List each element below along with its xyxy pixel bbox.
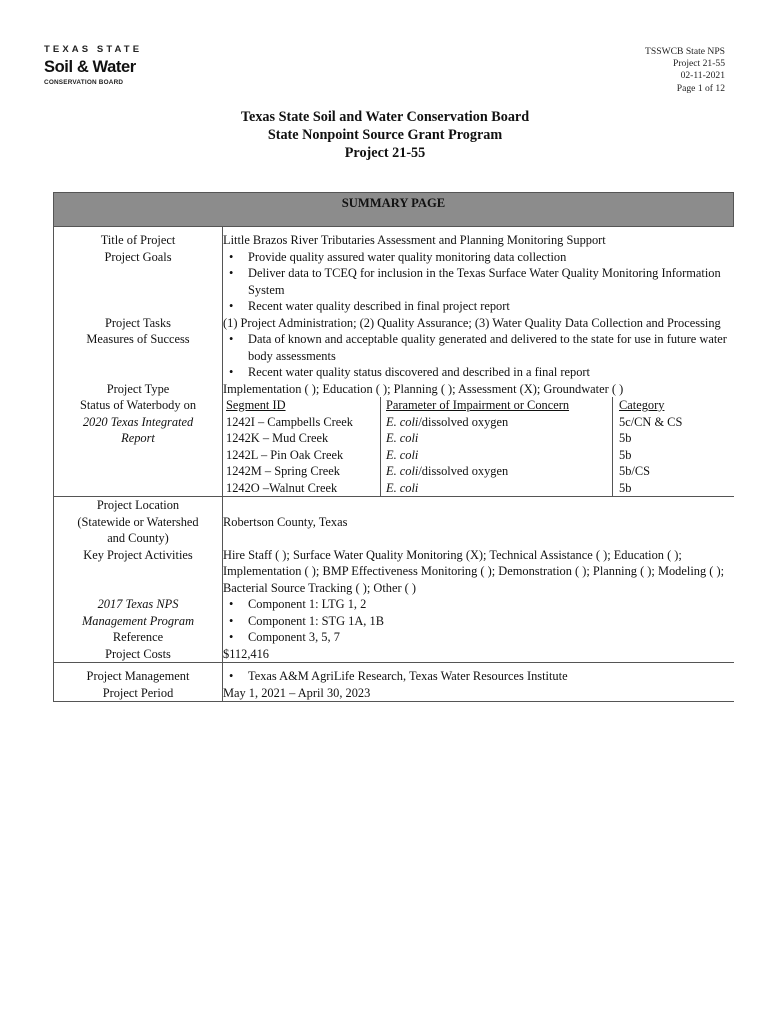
wb-segment: 1242K – Mud Creek xyxy=(226,430,381,447)
wb-param-rest: /dissolved oxygen xyxy=(418,414,509,429)
label-tasks: Project Tasks xyxy=(54,315,223,332)
management-list xyxy=(223,668,734,685)
label-location-line: Project Location xyxy=(96,498,180,512)
value-location: Robertson County, Texas xyxy=(223,497,734,547)
table-row xyxy=(226,430,734,447)
title-board: Texas State Soil and Water Conservation Board xyxy=(240,109,530,125)
value-type: Implementation ( ); Education ( ); Planning ( ); Assessment (X); Groundwater ( ) xyxy=(223,381,624,396)
wb-param: E. coli xyxy=(386,414,419,429)
wb-segment: 1242O –Walnut Creek xyxy=(226,480,381,497)
list-item: • Component 1: LTG 1, 2 xyxy=(223,596,734,613)
wb-param: E. coli xyxy=(386,480,419,495)
waterbody-table xyxy=(226,397,734,496)
goals-list xyxy=(223,249,734,315)
list-item: • Provide quality assured water quality monitoring data collection xyxy=(223,249,734,266)
document-header xyxy=(645,46,725,95)
summary-table xyxy=(53,192,734,702)
header-page: Page 1 of 12 xyxy=(676,82,725,94)
label-status xyxy=(54,397,223,497)
wb-header-parameter: Parameter of Impairment or Concern xyxy=(381,397,613,414)
label-activities: Key Project Activities xyxy=(54,547,223,597)
label-period: Project Period xyxy=(54,685,223,702)
value-period: May 1, 2021 – April 30, 2023 xyxy=(223,685,371,700)
wb-header-segment: Segment ID xyxy=(226,397,381,414)
summary-heading: SUMMARY PAGE xyxy=(54,193,734,227)
label-management: Project Management xyxy=(54,668,223,685)
label-costs: Project Costs xyxy=(54,646,223,663)
label-location-line: (Statewide or Watershed xyxy=(77,514,199,529)
label-location-line: and County) xyxy=(107,531,169,545)
board-logo xyxy=(44,44,144,86)
list-item: • Recent water quality status discovered and described in a final report xyxy=(223,364,734,381)
label-location xyxy=(54,497,223,547)
label-nps-line: 2017 Texas NPS xyxy=(97,597,179,611)
label-status-line: 2020 Texas Integrated xyxy=(82,414,194,429)
label-nps-line: Management Program xyxy=(81,613,195,628)
wb-header-category: Category xyxy=(619,398,665,412)
header-program: TSSWCB State NPS xyxy=(645,46,725,57)
table-row xyxy=(226,414,734,431)
value-tasks: (1) Project Administration; (2) Quality Assurance; (3) Water Quality Data Collection and Processing xyxy=(223,315,721,330)
value-activities: Hire Staff ( ); Surface Water Quality Monitoring (X); Technical Assistance ( ); Education ( ); Implementation ( ); BMP Effectiveness Monitoring ( ); Demonstration ( ); Planning ( ); Modeling ( ); Bacterial Source Tracking ( ); Other ( ) xyxy=(223,547,725,595)
list-item: • Deliver data to TCEQ for inclusion in the Texas Surface Water Quality Monitoring Information System xyxy=(223,265,734,298)
wb-segment: 1242L – Pin Oak Creek xyxy=(226,447,381,464)
logo-line-soil-water: Soil & Water xyxy=(44,58,136,76)
wb-param: E. coli xyxy=(386,447,419,462)
nps-list xyxy=(223,596,734,646)
wb-param-rest: /dissolved oxygen xyxy=(418,464,509,478)
logo-line-texas-state: TEXAS STATE xyxy=(44,44,143,55)
document-title xyxy=(0,108,770,162)
wb-category: 5b/CS xyxy=(619,464,650,478)
wb-category: 5b xyxy=(619,447,632,462)
label-nps-line: Reference xyxy=(112,630,164,644)
label-status-line: Report xyxy=(121,431,155,445)
list-item: • Texas A&M AgriLife Research, Texas Water Resources Institute xyxy=(223,668,734,685)
value-costs: $112,416 xyxy=(223,646,270,661)
title-program: State Nonpoint Source Grant Program xyxy=(267,127,503,143)
title-project: Project 21-55 xyxy=(344,145,426,161)
measures-list xyxy=(223,331,734,381)
label-title: Title of Project xyxy=(54,232,223,249)
list-item: • Component 1: STG 1A, 1B xyxy=(223,613,734,630)
wb-category: 5b xyxy=(619,480,632,495)
header-date: 02-11-2021 xyxy=(680,70,725,82)
wb-param: E. coli xyxy=(386,464,419,478)
label-goals: Project Goals xyxy=(54,249,223,315)
label-type: Project Type xyxy=(54,381,223,398)
label-measures: Measures of Success xyxy=(54,331,223,381)
list-item: • Data of known and acceptable quality generated and delivered to the state for use in future water body assessments xyxy=(223,331,734,364)
table-row xyxy=(226,447,734,464)
wb-category: 5c/CN & CS xyxy=(619,414,683,429)
logo-line-conservation-board: CONSERVATION BOARD xyxy=(44,79,124,86)
table-row xyxy=(226,480,734,497)
header-project: Project 21-55 xyxy=(673,58,725,70)
value-title: Little Brazos River Tributaries Assessment and Planning Monitoring Support xyxy=(223,233,606,247)
wb-segment: 1242M – Spring Creek xyxy=(226,463,381,480)
label-status-line: Status of Waterbody on xyxy=(79,398,197,412)
wb-segment: 1242I – Campbells Creek xyxy=(226,414,381,431)
list-item: • Recent water quality described in final project report xyxy=(223,298,734,315)
wb-category: 5b xyxy=(619,431,632,445)
wb-param: E. coli xyxy=(386,431,419,445)
label-nps xyxy=(54,596,223,646)
table-row xyxy=(226,463,734,480)
list-item: • Component 3, 5, 7 xyxy=(223,629,734,646)
